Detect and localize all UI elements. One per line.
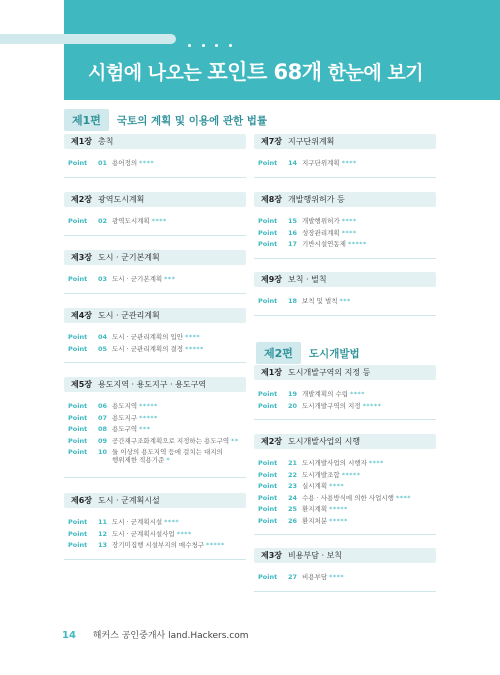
chapter-title: 도시 · 군기본계획 bbox=[98, 253, 160, 262]
point-number: 07 bbox=[98, 413, 108, 422]
point-number: 10 bbox=[98, 448, 108, 456]
point-text: 개발계획의 수립 bbox=[302, 390, 349, 398]
point-label: Point bbox=[258, 516, 278, 525]
point-item bbox=[258, 517, 348, 525]
chapter-number: 제1장 bbox=[71, 137, 93, 146]
point-number: 21 bbox=[288, 459, 298, 467]
chapter-divider bbox=[254, 419, 436, 420]
point-item bbox=[258, 159, 357, 167]
point-item bbox=[68, 518, 179, 526]
point-text: 장기미집행 시설부지의 매수청구 bbox=[112, 541, 205, 549]
chapter-title: 도시 · 군관리계획 bbox=[98, 311, 160, 320]
point-text: 도시 · 군계획시설 bbox=[112, 518, 163, 526]
title-prefix: 시험에 나오는 bbox=[88, 62, 202, 84]
importance-stars: * bbox=[166, 456, 171, 464]
importance-stars: ***** bbox=[329, 505, 348, 513]
point-text: 광역도시계획 bbox=[112, 217, 150, 225]
importance-stars: ***** bbox=[206, 541, 225, 549]
point-number: 11 bbox=[98, 518, 108, 526]
chapter-title: 용도지역 · 용도지구 · 용도구역 bbox=[98, 380, 207, 389]
point-item bbox=[258, 402, 381, 410]
point-number: 18 bbox=[288, 297, 298, 305]
chapter-number: 제6장 bbox=[71, 496, 93, 505]
importance-stars: **** bbox=[329, 482, 345, 490]
importance-stars: **** bbox=[341, 159, 357, 167]
importance-stars: **** bbox=[341, 228, 357, 237]
point-item bbox=[258, 240, 367, 248]
importance-stars: ***** bbox=[362, 401, 382, 410]
point-text-continued: 행위제한 적용기준 bbox=[112, 456, 165, 464]
importance-stars: **** bbox=[151, 217, 167, 225]
importance-stars: *** bbox=[164, 275, 176, 283]
chapter-divider bbox=[64, 235, 246, 236]
point-item bbox=[258, 297, 351, 305]
point-item bbox=[258, 505, 348, 513]
chapter-header bbox=[254, 134, 436, 149]
chapter-header bbox=[64, 308, 246, 323]
part-tag: 제1편 bbox=[64, 109, 109, 131]
point-text: 용도지역 bbox=[112, 402, 138, 410]
chapter-divider bbox=[64, 177, 246, 178]
point-item bbox=[68, 425, 150, 433]
point-text: 용어정의 bbox=[112, 159, 138, 167]
point-text: 도시 · 군기본계획 bbox=[112, 275, 163, 283]
point-item bbox=[258, 482, 344, 490]
importance-stars: **** bbox=[368, 459, 384, 467]
point-label: Point bbox=[68, 529, 88, 538]
point-text: 성장관리계획 bbox=[302, 228, 340, 237]
importance-stars: **** bbox=[341, 217, 357, 225]
point-text: 도시 · 군계획시설사업 bbox=[112, 529, 175, 538]
point-text: 도시 · 군관리계획의 결정 bbox=[112, 344, 184, 353]
point-number: 01 bbox=[98, 159, 108, 167]
point-text: 개발행위허가 bbox=[302, 217, 340, 225]
point-text: 용도지구 bbox=[112, 413, 138, 422]
point-label: Point bbox=[68, 344, 88, 353]
point-item bbox=[258, 459, 384, 467]
chapter-title: 지구단위계획 bbox=[288, 137, 335, 146]
importance-stars: *** bbox=[339, 297, 351, 305]
chapter-title: 총칙 bbox=[98, 137, 114, 146]
chapter-number: 제2장 bbox=[71, 195, 93, 204]
point-number: 27 bbox=[288, 573, 298, 581]
decorative-bar bbox=[0, 34, 176, 44]
chapter-header bbox=[64, 377, 246, 392]
point-text: 도시 · 군관리계획의 입안 bbox=[112, 333, 184, 341]
chapter-number: 제4장 bbox=[71, 311, 93, 320]
point-number: 17 bbox=[288, 240, 298, 248]
importance-stars: **** bbox=[329, 573, 345, 581]
point-item bbox=[258, 494, 411, 502]
point-label: Point bbox=[258, 159, 278, 167]
point-text: 실시계획 bbox=[302, 482, 328, 490]
point-label: Point bbox=[258, 493, 278, 502]
point-item bbox=[68, 333, 200, 341]
point-item bbox=[258, 217, 357, 225]
point-label: Point bbox=[258, 297, 278, 305]
chapter-number: 제1장 bbox=[261, 368, 283, 377]
point-number: 13 bbox=[98, 541, 108, 549]
part-title: 도시개발법 bbox=[308, 347, 360, 360]
point-number: 20 bbox=[288, 401, 298, 410]
point-label: Point bbox=[68, 402, 88, 410]
importance-stars: *** bbox=[139, 425, 151, 433]
chapter-header bbox=[254, 548, 436, 563]
chapter-divider bbox=[254, 258, 436, 259]
point-text: 공간재구조화계획으로 지정하는 용도구역 bbox=[112, 436, 230, 445]
importance-stars: **** bbox=[164, 518, 180, 526]
chapter-number: 제3장 bbox=[71, 253, 93, 262]
chapter-divider bbox=[254, 591, 436, 592]
point-item bbox=[68, 402, 158, 410]
point-item bbox=[258, 573, 344, 581]
title-highlight: 포인트 68개 bbox=[207, 60, 322, 84]
point-item bbox=[68, 275, 175, 283]
point-item bbox=[68, 414, 158, 422]
chapter-title: 보칙 · 벌칙 bbox=[288, 275, 327, 284]
point-item bbox=[68, 448, 223, 464]
footer-text: 해커스 공인중개사 land.Hackers.com bbox=[92, 631, 249, 641]
chapter-header bbox=[254, 272, 436, 287]
point-number: 14 bbox=[288, 159, 298, 167]
chapter-divider bbox=[64, 559, 246, 560]
chapter-title: 광역도시계획 bbox=[98, 195, 145, 204]
point-item bbox=[68, 217, 167, 225]
importance-stars: ***** bbox=[329, 516, 348, 525]
chapter-number: 제8장 bbox=[261, 195, 283, 204]
chapter-number: 제2장 bbox=[261, 437, 283, 446]
point-label: Point bbox=[258, 217, 278, 225]
point-text: 수용 · 사용방식에 의한 사업시행 bbox=[302, 493, 394, 502]
point-number: 15 bbox=[288, 217, 298, 225]
point-number: 19 bbox=[288, 390, 298, 398]
page-title bbox=[88, 56, 423, 86]
point-text: 환지계획 bbox=[302, 505, 328, 513]
page-number: 14 bbox=[62, 630, 76, 641]
importance-stars: ***** bbox=[347, 240, 367, 248]
point-label: Point bbox=[68, 436, 88, 445]
point-label: Point bbox=[68, 217, 88, 225]
point-label: Point bbox=[258, 482, 278, 490]
point-text: 용도구역 bbox=[112, 425, 138, 433]
point-text: 지구단위계획 bbox=[302, 159, 340, 167]
point-label: Point bbox=[68, 333, 88, 341]
point-label: Point bbox=[68, 275, 88, 283]
chapter-title: 도시개발구역의 지정 등 bbox=[288, 368, 371, 377]
point-number: 03 bbox=[98, 275, 108, 283]
chapter-divider bbox=[64, 362, 246, 363]
point-label: Point bbox=[258, 459, 278, 467]
chapter-header bbox=[254, 192, 436, 207]
point-item bbox=[68, 541, 225, 549]
point-label: Point bbox=[258, 573, 278, 581]
chapter-header bbox=[64, 134, 246, 149]
point-item bbox=[68, 345, 204, 353]
decorative-dots bbox=[186, 44, 236, 50]
title-suffix: 한눈에 보기 bbox=[327, 62, 424, 84]
importance-stars: ***** bbox=[185, 344, 204, 353]
point-label: Point bbox=[68, 448, 88, 456]
point-text: 도시개발조합 bbox=[302, 470, 340, 479]
chapter-title: 비용부담 · 보칙 bbox=[288, 551, 343, 560]
point-label: Point bbox=[68, 541, 88, 549]
point-number: 22 bbox=[288, 470, 298, 479]
point-item bbox=[258, 229, 357, 237]
point-text: 기반시설연동제 bbox=[302, 240, 346, 248]
point-label: Point bbox=[258, 228, 278, 237]
point-label: Point bbox=[68, 413, 88, 422]
point-item bbox=[68, 530, 192, 538]
chapter-number: 제7장 bbox=[261, 137, 283, 146]
chapter-header bbox=[64, 493, 246, 508]
point-number: 12 bbox=[98, 529, 108, 538]
point-item bbox=[258, 471, 360, 479]
importance-stars: ***** bbox=[139, 402, 158, 410]
chapter-number: 제3장 bbox=[261, 551, 283, 560]
point-label: Point bbox=[258, 390, 278, 398]
point-label: Point bbox=[258, 401, 278, 410]
point-number: 06 bbox=[98, 402, 108, 410]
point-number: 23 bbox=[288, 482, 298, 490]
importance-stars: **** bbox=[176, 529, 192, 538]
chapter-divider bbox=[64, 293, 246, 294]
point-item bbox=[68, 159, 154, 167]
part-tag: 제2편 bbox=[256, 342, 301, 364]
page-footer bbox=[62, 628, 249, 641]
chapter-divider bbox=[64, 477, 246, 478]
point-number: 26 bbox=[288, 516, 298, 525]
point-number: 08 bbox=[98, 425, 108, 433]
chapter-header bbox=[254, 434, 436, 449]
importance-stars: ** bbox=[231, 436, 239, 445]
chapter-divider bbox=[254, 534, 436, 535]
point-number: 16 bbox=[288, 228, 298, 237]
chapter-title: 도시개발사업의 시행 bbox=[288, 437, 361, 446]
chapter-number: 제9장 bbox=[261, 275, 283, 284]
point-number: 25 bbox=[288, 505, 298, 513]
chapter-header bbox=[64, 192, 246, 207]
chapter-title: 개발행위허가 등 bbox=[288, 195, 345, 204]
point-number: 09 bbox=[98, 436, 108, 445]
point-text: 비용부담 bbox=[302, 573, 328, 581]
point-text: 도시개발사업의 시행자 bbox=[302, 459, 367, 467]
point-number: 05 bbox=[98, 344, 108, 353]
importance-stars: **** bbox=[395, 493, 411, 502]
point-label: Point bbox=[258, 470, 278, 479]
chapter-title: 도시 · 군계획시설 bbox=[98, 496, 160, 505]
importance-stars: ***** bbox=[139, 413, 158, 422]
chapter-divider bbox=[254, 177, 436, 178]
point-label: Point bbox=[68, 159, 88, 167]
point-text: 환지처분 bbox=[302, 516, 328, 525]
point-label: Point bbox=[258, 240, 278, 248]
point-text: 보칙 및 벌칙 bbox=[302, 297, 338, 305]
part-1-header bbox=[64, 109, 267, 131]
chapter-divider bbox=[254, 315, 436, 316]
importance-stars: ***** bbox=[341, 470, 361, 479]
chapter-header bbox=[254, 365, 436, 380]
point-label: Point bbox=[258, 505, 278, 513]
chapter-header bbox=[64, 250, 246, 265]
point-item bbox=[258, 390, 365, 398]
part-title: 국토의 계획 및 이용에 관한 법률 bbox=[116, 114, 268, 127]
chapter-number: 제5장 bbox=[71, 380, 93, 389]
importance-stars: **** bbox=[350, 390, 366, 398]
point-label: Point bbox=[68, 425, 88, 433]
importance-stars: **** bbox=[185, 333, 201, 341]
point-item bbox=[68, 437, 239, 445]
point-text: 둘 이상의 용도지역 등에 걸치는 대지의 bbox=[112, 448, 223, 456]
point-number: 04 bbox=[98, 333, 108, 341]
point-label: Point bbox=[68, 518, 88, 526]
part-2-header bbox=[256, 342, 360, 364]
point-number: 02 bbox=[98, 217, 108, 225]
importance-stars: **** bbox=[139, 159, 155, 167]
point-number: 24 bbox=[288, 493, 298, 502]
point-text: 도시개발구역의 지정 bbox=[302, 401, 361, 410]
